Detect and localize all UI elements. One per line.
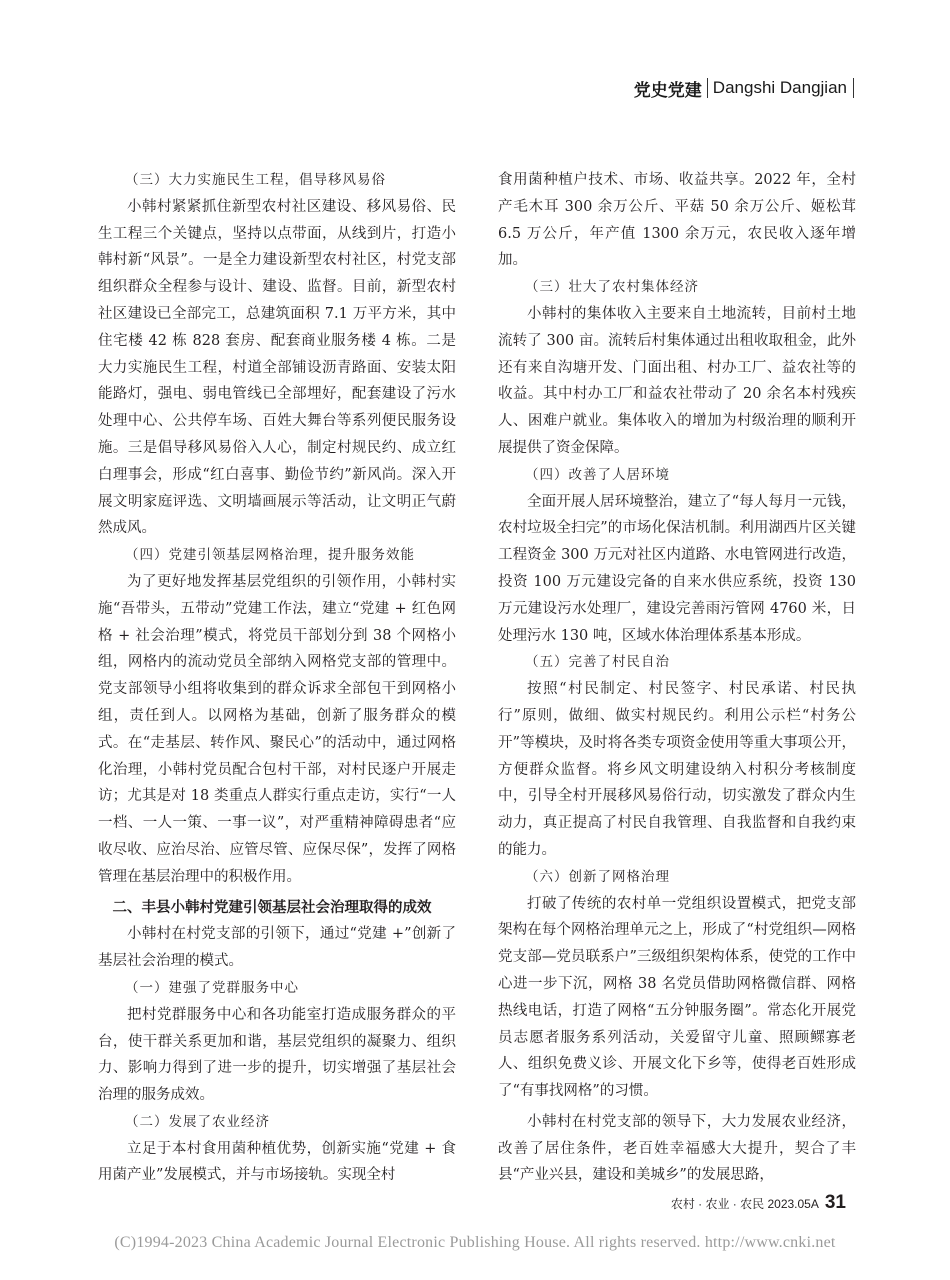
subheading: （四）改善了人居环境 [525,466,670,483]
section-heading: 二、丰县小韩村党建引领基层社会治理取得的成效 [112,899,432,916]
paragraph: 打破了传统的农村单一党组织设置模式，把党支部架构在每个网格治理单元之上，形成了“村党组织—网格党支部—党员联系户”三级组织架构体系，使党的工作中心进一步下沉，网格 38 名党员借助网格微信群、网格热线电话，打造了网格“五分钟服务圈”。常态化开展党员志愿者服务系列活动，关爱留守儿童、照顾鳏寡老人、组织免费义诊、开展文化下乡等，使得老百姓形成了“有事找网格”的习惯。 [498,895,856,1100]
header-divider [707,78,708,98]
paragraph: 全面开展人居环境整治，建立了“每人每月一元钱，农村垃圾全扫完”的市场化保洁机制。利用湖西片区关键工程资金 300 万元对社区内道路、水电管网进行改造，投资 100 万元建设完备的自来水供应系统，投资 130 万元建设污水处理厂，建设完善雨污管网 4760 米，日处理污水 130 吨，区域水体治理体系基本形成。 [498,493,856,644]
paragraph: 按照“村民制定、村民签字、村民承诺、村民执行”原则，做细、做实村规民约。利用公示栏“村务公开”等模块，及时将各类专项资金使用等重大事项公开，方便群众监督。将乡风文明建设纳入村积分考核制度中，引导全村开展移风易俗行动，切实激发了群众内生动力，真正提高了村民自我管理、自我监督和自我约束的能力。 [498,681,856,858]
running-header [634,76,854,100]
paragraph: 立足于本村食用菌种植优势，创新实施“党建 + 食用菌产业”发展模式，并与市场接轨。实现全村 [98,1140,456,1184]
subheading: （五）完善了村民自治 [525,654,670,671]
subheading: （二）发展了农业经济 [125,1113,270,1130]
page-number: 31 [824,1192,846,1213]
paragraph: 小韩村紧紧抓住新型农村社区建设、移风易俗、民生工程三个关键点，坚持以点带面，从线到片，打造小韩村新“风景”。一是全力建设新型农村社区，村党支部组织群众全程参与设计、建设、监督。目前，新型农村社区建设已全部完工，总建筑面积 7.1 万平方米，其中住宅楼 42 栋 828 套房、配套商业服务楼 4 栋。二是大力实施民生工程，村道全部铺设沥青路面、安装太阳能路灯，强电、弱电管线已全部埋好，配套建设了污水处理中心、公共停车场、百姓大舞台等系列便民服务设施。三是倡导移风易俗入人心，制定村规民约、成立红白理事会，形成“红白喜事、勤俭节约”新风尚。深入开展文明家庭评选、文明墙画展示等活动，让文明正气蔚然成风。 [98,198,456,537]
paragraph: 小韩村在村党支部的引领下，通过“党建 +”创新了基层社会治理的模式。 [98,926,456,970]
subheading: （三）大力实施民生工程，倡导移风易俗 [125,172,386,188]
copyright-watermark: (C)1994-2023 China Academic Journal Electronic Publishing House. All rights reserved. http://www.cnki.net [114,1234,836,1251]
subheading: （一）建强了党群服务中心 [125,979,299,996]
header-title-cn: 党史党建 [633,80,702,101]
paragraph: 把村党群服务中心和各功能室打造成服务群众的平台，使干群关系更加和谐，基层党组织的凝聚力、组织力、影响力得到了进一步的提升，切实增强了基层社会治理的服务成效。 [98,1006,456,1104]
page-footer [671,1192,846,1214]
paragraph-continued: 食用菌种植户技术、市场、收益共享。2022 年，全村产毛木耳 300 余万公斤、平菇 50 余万公斤、姬松茸 6.5 万公斤，年产值 1300 余万元，农民收入逐年增加。 [498,172,856,269]
paragraph: 小韩村在村党支部的领导下，大力发展农业经济，改善了居住条件，老百姓幸福感大大提升，契合了丰县“产业兴县，建设和美城乡”的发展思路， [498,1113,856,1184]
right-column [498,167,856,1189]
paragraph: 小韩村的集体收入主要来自土地流转，目前村土地流转了 300 亩。流转后村集体通过出租收取租金，此外还有来自沟塘开发、门面出租、村办工厂、益农社等的收益。其中村办工厂和益农社带动了 20 余名本村残疾人、困难户就业。集体收入的增加为村级治理的顺利开展提供了资金保障。 [498,305,856,456]
subheading: （四）党建引领基层网格治理，提升服务效能 [125,547,415,564]
subheading: （三）壮大了农村集体经济 [525,279,699,296]
journal-issue: 农村 · 农业 · 农民 2023.05A [670,1197,819,1211]
header-title-en: Dangshi Dangjian [712,78,847,97]
subheading: （六）创新了网格治理 [525,868,670,885]
paragraph: 为了更好地发挥基层党组织的引领作用，小韩村实施“吾带头，五带动”党建工作法，建立“党建 + 红色网格 + 社会治理”模式，将党员干部划分到 38 个网格小组，网格内的流动党员全部纳入网格党支部的管理中。党支部领导小组将收集到的群众诉求全部包干到网格小组，责任到人。以网格为基础，创新了服务群众的模式。在“走基层、转作风、聚民心”的活动中，通过网格化治理，小韩村党员配合包村干部，对村民逐户开展走访；尤其是对 18 类重点人群实行重点走访，实行“一人一档、一人一策、一事一议”，对严重精神障碍患者“应收尽收、应治尽治、应管尽管、应保尽保”，发挥了网格管理在基层治理中的积极作用。 [98,573,456,885]
header-end-bar [853,78,854,98]
left-column [98,167,456,1189]
